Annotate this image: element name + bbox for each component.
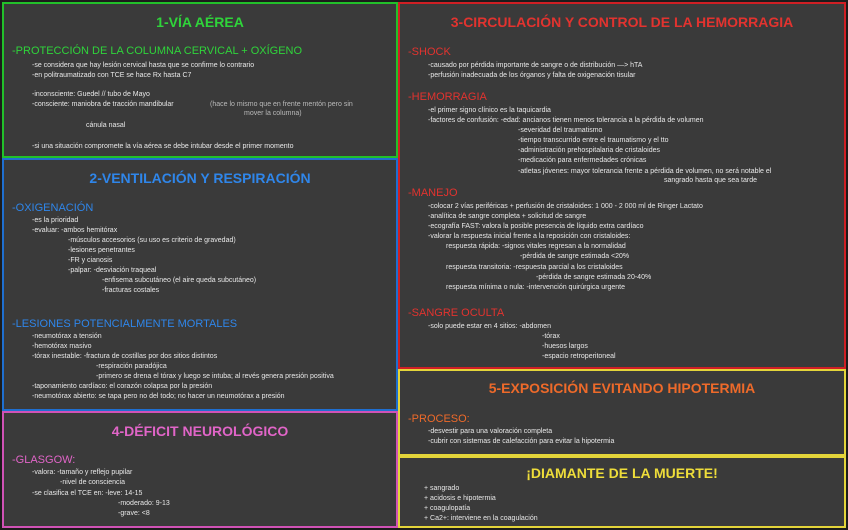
text-line: -moderado: 9-13 [118,500,170,507]
text-line: -pérdida de sangre estimada <20% [520,253,630,260]
text-line: -inconsciente: Guedel // tubo de Mayo [32,91,150,98]
text-line: -pérdida de sangre estimada 20-40% [536,274,652,281]
note-line: (hace lo mismo que en frente mentón pero sin [210,101,353,108]
text-line: -severidad del traumatismo [518,127,603,134]
text-line: -en politraumatizado con TCE se hace Rx hasta C7 [32,72,192,79]
text-line: -perfusión inadecuada de los órganos y falta de oxigenación tisular [428,72,636,79]
heading-sangre-oculta: -SANGRE OCULTA [408,307,505,319]
heading-oxigenacion: -OXIGENACIÓN [12,202,94,214]
section-diamante-muerte [398,456,846,528]
heading-hemorragia: -HEMORRAGIA [408,91,487,103]
text-line: -espacio retroperitoneal [542,353,616,360]
text-line: -cubrir con sistemas de calefacción para evitar la hipotermia [428,438,615,445]
text-line: -nivel de consciencia [60,479,125,486]
heading-manejo: -MANEJO [408,187,458,199]
text-line: -primero se drena el tórax y luego se intuba; al revés genera presión positiva [96,373,334,380]
text-line: + acidosis e hipotermia [424,495,496,502]
heading-proceso: -PROCESO: [408,413,470,425]
text-line: -neumotórax abierto: se tapa pero no del todo; no hacer un neumotórax a presión [32,393,285,400]
text-line: sangrado hasta que sea tarde [664,177,758,184]
title-ventilacion: 2-VENTILACIÓN Y RESPIRACIÓN [89,170,311,186]
section-circulacion [398,2,846,369]
text-line: -músculos accesorios (su uso es criterio de gravedad) [68,237,236,244]
text-line: -lesiones penetrantes [68,247,135,254]
text-line: -palpar: -desviación traqueal [68,267,157,274]
heading-glasgow: -GLASGOW: [12,454,76,466]
title-exposicion: 5-EXPOSICIÓN EVITANDO HIPOTERMIA [488,380,756,396]
text-line: -fracturas costales [102,287,160,294]
section-deficit-neurologico [2,411,398,528]
text-line: cánula nasal [86,122,126,129]
text-line: respuesta rápida: -signos vitales regresan a la normalidad [446,243,626,250]
text-line: respuesta transitoria: -respuesta parcial a los cristaloides [446,264,623,271]
text-line: -causado por pérdida importante de sangre o de distribución —> hTA [428,62,643,69]
text-line: -factores de confusión: -edad: ancianos tienen menos tolerancia a la pérdida de volumen [428,117,704,124]
text-line: + sangrado [424,485,460,492]
note-line: mover la columna) [244,110,302,117]
text-line: -ecografía FAST: valora la posible presencia de líquido extra cardíaco [428,223,644,230]
text-line: -evaluar: -ambos hemitórax [32,227,118,234]
text-line: -FR y cianosis [68,257,113,264]
text-line: -el primer signo clínico es la taquicardia [428,107,551,114]
text-line: -si una situación compromete la vía aérea se debe intubar desde el primer momento [32,143,294,150]
text-line: -analítica de sangre completa + solicitud de sangre [428,213,587,220]
title-circulacion: 3-CIRCULACIÓN Y CONTROL DE LA HEMORRAGIA [450,14,794,30]
text-line: -tiempo transcurrido entre el traumatismo y el tto [518,137,669,144]
text-line: respuesta mínima o nula: -intervención quirúrgica urgente [446,284,625,291]
text-line: -huesos largos [542,343,588,350]
text-line: -atletas jóvenes: mayor tolerancia frente a pérdida de volumen, no será notable el [518,168,772,175]
text-line: -desvestir para una valoración completa [428,428,553,435]
section-exposicion [398,369,846,456]
title-deficit: 4-DÉFICIT NEUROLÓGICO [111,423,289,439]
text-line: -hemotórax masivo [32,343,92,350]
text-line: -colocar 2 vías periféricas + perfusión de cristaloides: 1 000 - 2 000 ml de Ringer Lactato [428,203,703,210]
section-ventilacion [2,158,398,411]
section-via-aerea [2,2,398,158]
title-diamante: ¡DIAMANTE DE LA MUERTE! [526,465,718,481]
text-line: -medicación para enfermedades crónicas [518,157,647,164]
text-line: -valora: -tamaño y reflejo pupilar [32,469,133,476]
heading-shock: -SHOCK [408,46,451,58]
text-line: -neumotórax a tensión [32,333,102,340]
text-line: -es la prioridad [32,217,79,224]
text-line: -tórax inestable: -fractura de costillas por dos sitios distintos [32,353,218,360]
heading-proteccion-columna: -PROTECCIÓN DE LA COLUMNA CERVICAL + OXÍGENO [12,45,303,57]
title-via-aerea: 1-VÍA AÉREA [156,14,244,30]
text-line: -solo puede estar en 4 sitios: -abdomen [428,323,551,330]
text-line: -taponamiento cardíaco: el corazón colapsa por la presión [32,383,213,390]
text-line: -administración prehospitalaria de cristaloides [518,147,661,154]
text-line: -enfisema subcutáneo (el aire queda subcutáneo) [102,277,257,284]
text-line: + coagulopatía [424,505,471,512]
text-line: -valorar la respuesta inicial frente a la reposición con cristaloides: [428,233,631,240]
text-line: -se considera que hay lesión cervical hasta que se confirme lo contrario [32,62,255,69]
text-line: -consciente: maniobra de tracción mandibular [32,101,174,108]
text-line: -respiración paradójica [96,363,167,370]
heading-lesiones-mortales: -LESIONES POTENCIALMENTE MORTALES [12,318,238,330]
text-line: -se clasifica el TCE en: -leve: 14-15 [32,490,143,497]
text-line: -grave: <8 [118,510,150,517]
text-line: -tórax [542,333,560,340]
text-line: + Ca2+: interviene en la coagulación [424,515,538,522]
